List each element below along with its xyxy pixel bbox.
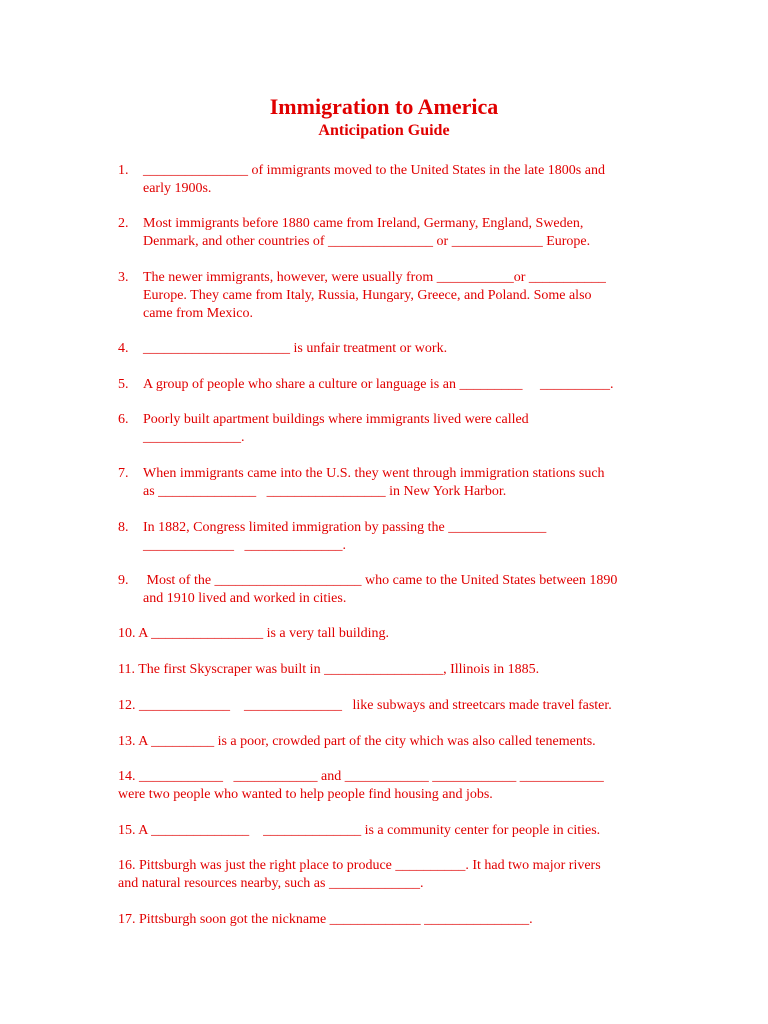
question-number: 1. xyxy=(118,163,129,178)
question-text: When immigrants came into the U.S. they went through immigration stations such xyxy=(143,466,605,481)
question-8 xyxy=(118,519,678,555)
question-text: 16. Pittsburgh was just the right place to produce __________. It had two major rivers xyxy=(118,858,601,873)
question-number: 4. xyxy=(118,341,129,356)
question-text: and 1910 lived and worked in cities. xyxy=(143,591,347,606)
question-number: 3. xyxy=(118,270,129,285)
question-text: _____________ ______________. xyxy=(143,538,346,553)
question-number: 9. xyxy=(118,573,129,588)
question-text: 15. A ______________ ______________ is a community center for people in cities. xyxy=(118,823,601,838)
question-4 xyxy=(118,340,678,358)
question-12 xyxy=(118,697,678,715)
question-text: and natural resources nearby, such as _____________. xyxy=(118,876,424,891)
question-17 xyxy=(118,911,678,929)
question-text: The newer immigrants, however, were usually from ___________or ___________ xyxy=(143,270,606,285)
question-number: 2. xyxy=(118,216,129,231)
question-2 xyxy=(118,215,678,251)
question-7 xyxy=(118,465,678,501)
question-16 xyxy=(118,857,678,893)
question-text: 10. A ________________ is a very tall building. xyxy=(118,626,390,641)
question-text: _______________ of immigrants moved to the United States in the late 1800s and xyxy=(143,163,605,178)
question-number: 5. xyxy=(118,377,129,392)
page-title: Immigration to America xyxy=(269,94,499,119)
question-14 xyxy=(118,768,678,804)
question-text: A group of people who share a culture or language is an _________ __________. xyxy=(143,377,614,392)
question-number: 6. xyxy=(118,412,129,427)
question-text: Most immigrants before 1880 came from Ireland, Germany, England, Sweden, xyxy=(143,216,584,231)
question-text: 14. ____________ ____________ and ____________ ____________ ____________ xyxy=(118,769,604,784)
question-text: came from Mexico. xyxy=(143,306,254,321)
question-number: 8. xyxy=(118,520,129,535)
question-13 xyxy=(118,733,678,751)
question-text: ______________. xyxy=(143,430,245,445)
question-15 xyxy=(118,822,678,840)
question-text: Denmark, and other countries of _______________ or _____________ Europe. xyxy=(143,234,591,249)
question-text: Europe. They came from Italy, Russia, Hungary, Greece, and Poland. Some also xyxy=(143,288,592,303)
page-subtitle: Anticipation Guide xyxy=(318,122,450,139)
question-11 xyxy=(118,661,678,679)
question-3 xyxy=(118,269,678,323)
question-text: Poorly built apartment buildings where immigrants lived were called xyxy=(143,412,529,427)
question-text: as ______________ _________________ in New York Harbor. xyxy=(143,484,507,499)
question-5 xyxy=(118,376,678,394)
question-9 xyxy=(118,572,678,608)
question-text: Most of the _____________________ who came to the United States between 1890 xyxy=(143,573,618,588)
question-text: 11. The first Skyscraper was built in _________________, Illinois in 1885. xyxy=(118,662,540,677)
question-text: were two people who wanted to help people find housing and jobs. xyxy=(118,787,493,802)
question-number: 7. xyxy=(118,466,129,481)
question-text: 13. A _________ is a poor, crowded part of the city which was also called tenements. xyxy=(118,734,596,749)
question-text: _____________________ is unfair treatment or work. xyxy=(143,341,448,356)
question-text: 17. Pittsburgh soon got the nickname _____________ _______________. xyxy=(118,912,533,927)
question-text: 12. _____________ ______________ like subways and streetcars made travel faster. xyxy=(118,698,612,713)
question-text: early 1900s. xyxy=(143,181,212,196)
question-10 xyxy=(118,625,678,643)
question-text: In 1882, Congress limited immigration by passing the ______________ xyxy=(143,520,547,535)
question-6 xyxy=(118,411,678,447)
question-1 xyxy=(118,162,678,198)
